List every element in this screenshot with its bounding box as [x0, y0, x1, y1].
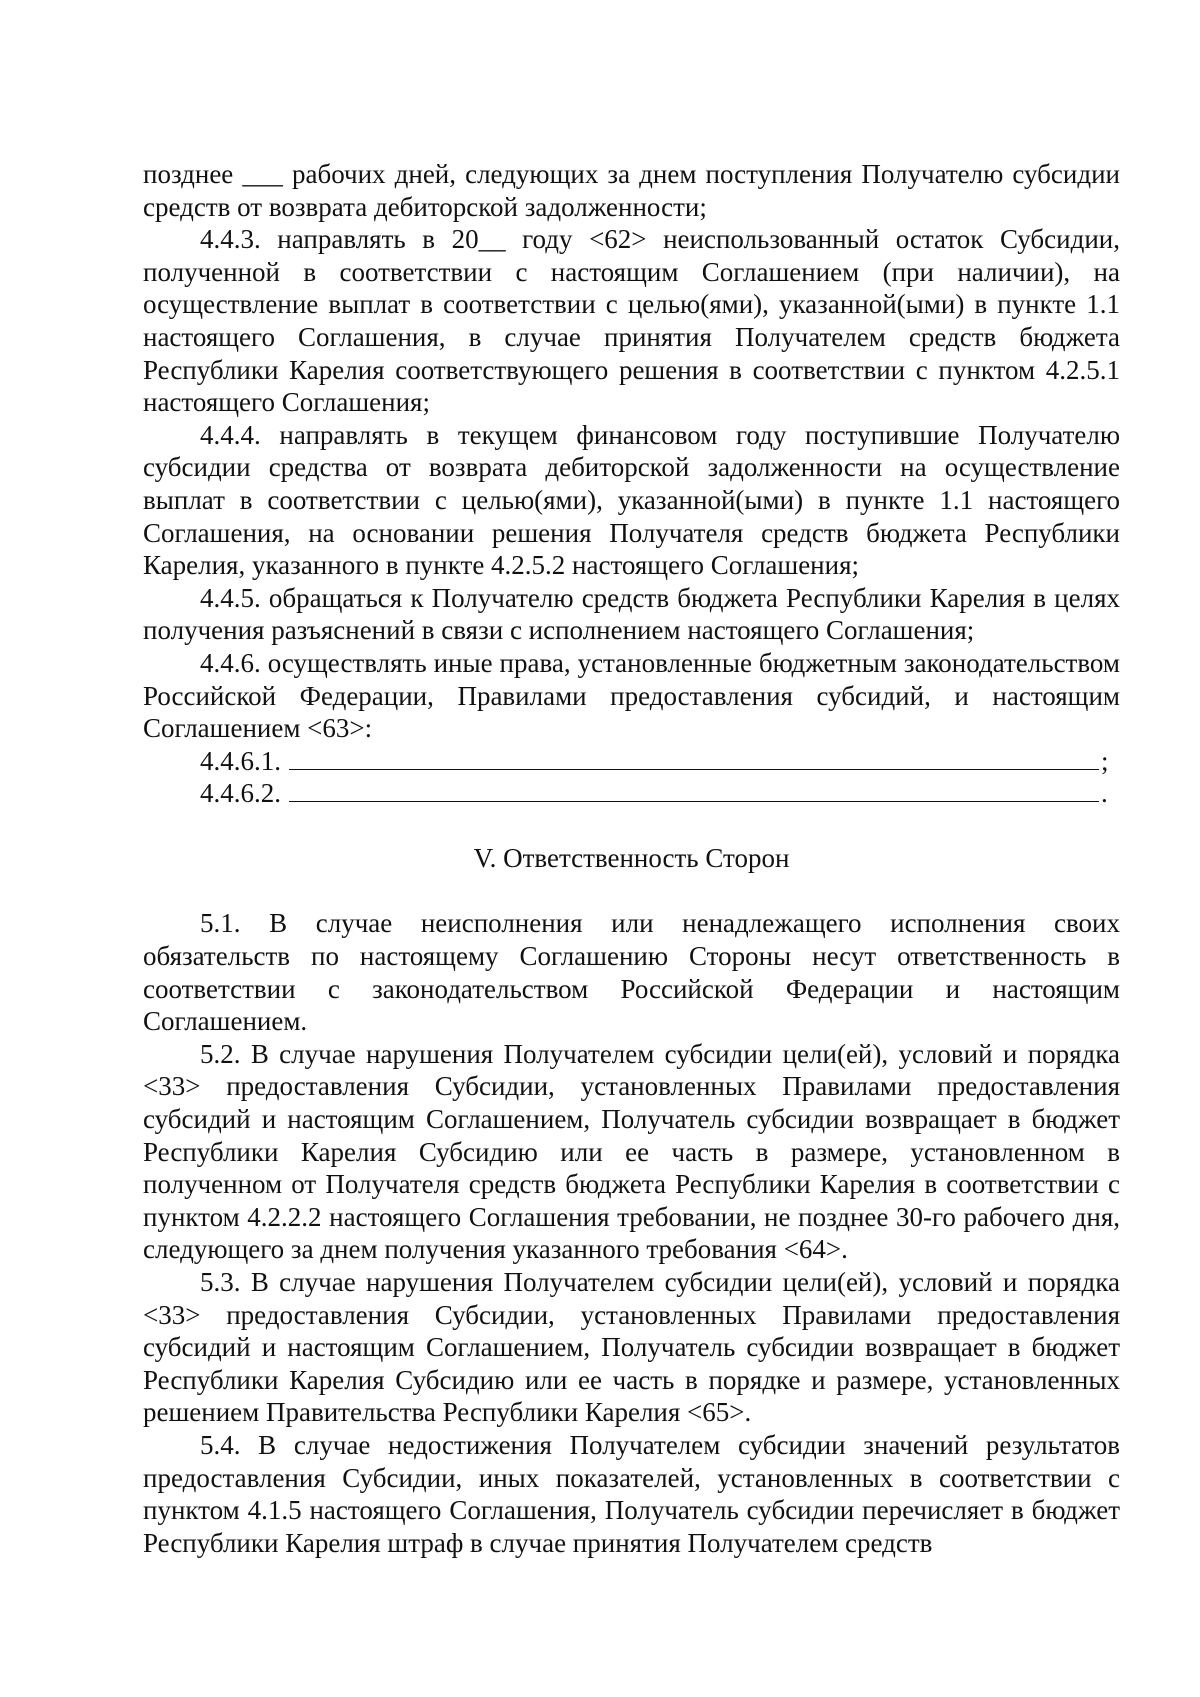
paragraph-5-3: 5.3. В случае нарушения Получателем субсидии цели(ей), условий и порядка <33> предоставления Субсидии, установленных Правилами предоставления субсидий и настоящим Соглашением, Получатель субсидии возвращает в бюджет Республики Карелия Субсидию или ее часть в порядке и размере, установленных решением Правительства Республики Карелия <65>. — [143, 1267, 1120, 1428]
paragraph-4-4-3: 4.4.3. направлять в 20__ году <62> неиспользованный остаток Субсидии, полученной в соответствии с настоящим Соглашением (при наличии), на осуществление выплат в соответствии с целью(ями), указанной(ыми) в пункте 1.1 настоящего Соглашения, в случае принятия Получателем средств бюджета Республики Карелия соответствующего решения в соответствии с пунктом 4.2.5.1 настоящего Соглашения; — [143, 224, 1120, 418]
paragraph-5-1: 5.1. В случае неисполнения или ненадлежащего исполнения своих обязательств по настоящему Соглашению Стороны несут ответственность в соответствии с законодательством Российской Федерации и настоящим Соглашением. — [143, 908, 1120, 1037]
document-page — [143, 158, 1120, 1559]
fill-line-terminator: ; — [1101, 745, 1109, 776]
blank-line — [289, 745, 1099, 770]
fill-line-4-4-6-1 — [143, 745, 1120, 778]
fill-line-terminator: . — [1101, 778, 1108, 809]
paragraph-4-4-6: 4.4.6. осуществлять иные права, установленные бюджетным законодательством Российской Федерации, Правилами предоставления субсидий, и настоящим Соглашением <63>: — [143, 647, 1120, 744]
section-heading: V. Ответственность Сторон — [473, 842, 790, 873]
fill-line-4-4-6-2 — [143, 777, 1120, 810]
paragraph-5-4: 5.4. В случае недостижения Получателем субсидии значений результатов предоставления Субсидии, иных показателей, установленных в соответствии с пунктом 4.1.5 настоящего Соглашения, Получатель субсидии перечисляет в бюджет Республики Карелия штраф в случае принятия Получателем средств — [143, 1429, 1120, 1558]
paragraph-5-2: 5.2. В случае нарушения Получателем субсидии цели(ей), условий и порядка <33> предоставления Субсидии, установленных Правилами предоставления субсидий и настоящим Соглашением, Получатель субсидии возвращает в бюджет Республики Карелия Субсидию или ее часть в размере, установленном в полученном от Получателя средств бюджета Республики Карелия в соответствии с пунктом 4.2.2.2 настоящего Соглашения требовании, не позднее 30-го рабочего дня, следующего за днем получения указанного требования <64>. — [143, 1038, 1120, 1265]
fill-line-number: 4.4.6.2. — [200, 778, 281, 809]
paragraph-continuation: позднее ___ рабочих дней, следующих за днем поступления Получателю субсидии средств от возврата дебиторской задолженности; — [143, 159, 1120, 222]
paragraph-4-4-5: 4.4.5. обращаться к Получателю средств бюджета Республики Карелия в целях получения разъяснений в связи с исполнением настоящего Соглашения; — [143, 582, 1120, 646]
blank-line — [289, 777, 1099, 802]
fill-line-number: 4.4.6.1. — [200, 745, 281, 776]
paragraph-4-4-4: 4.4.4. направлять в текущем финансовом году поступившие Получателю субсидии средства от возврата дебиторской задолженности на осуществление выплат в соответствии с целью(ями), указанной(ыми) в пункте 1.1 настоящего Соглашения, на основании решения Получателя средств бюджета Республики Карелия, указанного в пункте 4.2.5.2 настоящего Соглашения; — [143, 419, 1120, 581]
